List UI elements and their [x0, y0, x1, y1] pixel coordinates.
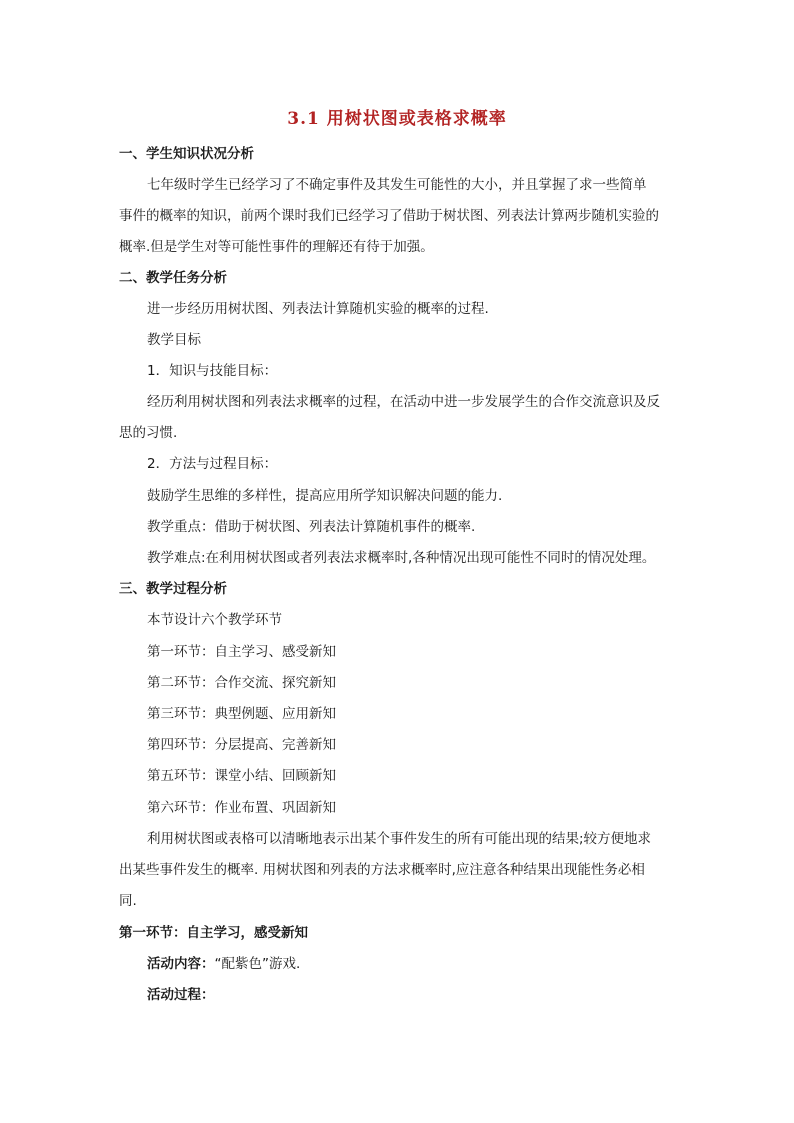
paragraph-line: 出某些事件发生的概率. 用树状图和列表的方法求概率时,应注意各种结果出现能性务必相 [119, 862, 645, 878]
section-heading-student-analysis: 一、学生知识状况分析 [119, 146, 254, 162]
key-point: 教学重点：借助于树状图、列表法计算随机事件的概率. [147, 519, 476, 535]
paragraph-line: 概率.但是学生对等可能性事件的理解还有待于加强。 [119, 239, 434, 255]
paragraph-line: 同. [119, 893, 137, 909]
difficulty: 教学难点:在利用树状图或者列表法求概率时,各种情况出现可能性不同时的情况处理。 [147, 550, 656, 566]
page-title: 3.1 用树状图或表格求概率 [287, 109, 507, 129]
paragraph-line: 经历利用树状图和列表法求概率的过程，在活动中进一步发展学生的合作交流意识及反 [147, 394, 660, 410]
paragraph-line: 思的习惯. [119, 425, 178, 441]
paragraph-line: 本节设计六个教学环节 [147, 612, 282, 628]
paragraph-line: 事件的概率的知识，前两个课时我们已经学习了借助于树状图、列表法计算两步随机实验的 [119, 208, 659, 224]
activity-process-label: 活动过程： [147, 987, 215, 1003]
goals-label: 教学目标 [147, 332, 201, 348]
paragraph-line: 七年级时学生已经学习了不确定事件及其发生可能性的大小，并且掌握了求一些简单 [147, 177, 647, 193]
goal-2-label: 2．方法与过程目标： [147, 456, 278, 472]
paragraph-line: 鼓励学生思维的多样性，提高应用所学知识解决问题的能力. [147, 488, 503, 504]
step-1-heading: 第一环节：自主学习，感受新知 [119, 925, 308, 941]
section-heading-task-analysis: 二、教学任务分析 [119, 270, 227, 286]
activity-content-label: 活动内容： [147, 956, 215, 972]
goal-1-label: 1．知识与技能目标： [147, 363, 278, 379]
list-item: 第一环节：自主学习、感受新知 [147, 644, 336, 660]
section-heading-process-analysis: 三、教学过程分析 [119, 581, 227, 597]
paragraph-line: 利用树状图或表格可以清晰地表示出某个事件发生的所有可能出现的结果;较方便地求 [147, 831, 652, 847]
activity-content-text: “配紫色”游戏. [214, 956, 301, 972]
paragraph-line: 进一步经历用树状图、列表法计算随机实验的概率的过程. [147, 301, 489, 317]
list-item: 第二环节：合作交流、探究新知 [147, 675, 336, 691]
list-item: 第四环节：分层提高、完善新知 [147, 737, 336, 753]
activity-content-row [147, 954, 300, 974]
list-item: 第六环节：作业布置、巩固新知 [147, 800, 336, 816]
list-item: 第五环节：课堂小结、回顾新知 [147, 768, 336, 784]
list-item: 第三环节：典型例题、应用新知 [147, 706, 336, 722]
